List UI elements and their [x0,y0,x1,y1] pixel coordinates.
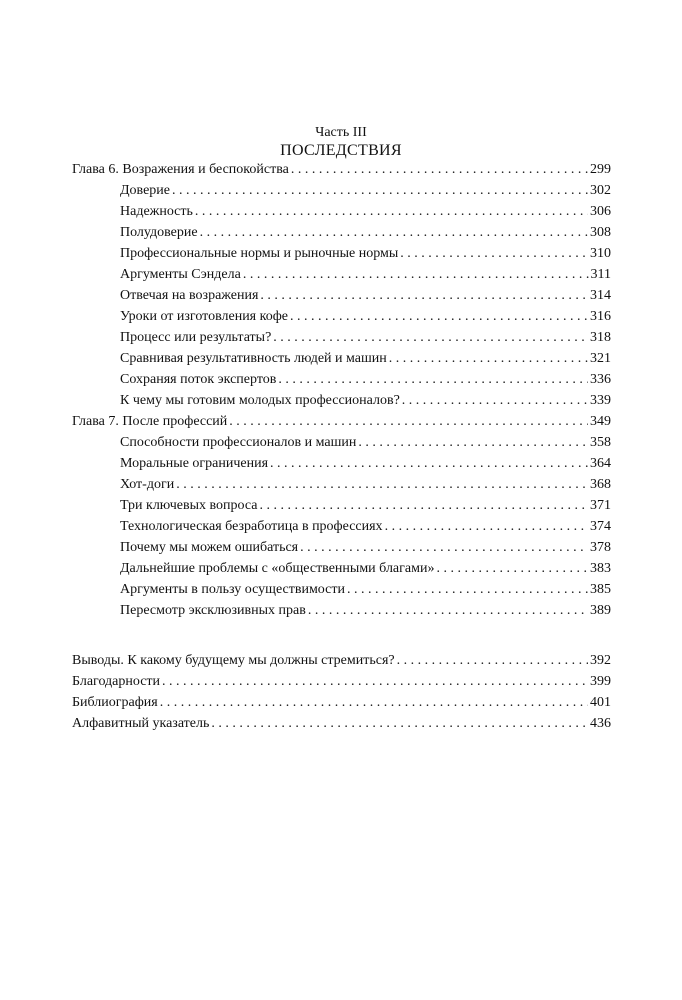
toc-section [120,181,611,201]
toc-entry-label: Алфавитный указатель [72,716,210,731]
dot-leader [400,244,588,264]
dot-leader [243,265,589,285]
toc-entry-label: Доверие [120,183,170,198]
dot-leader [270,454,588,474]
toc-page-number: 399 [590,674,611,689]
toc-section [120,265,611,285]
toc-section [120,328,611,348]
toc-section [120,454,611,474]
toc-page-number: 371 [590,498,611,513]
toc-page-number: 392 [590,653,611,668]
dot-leader [347,580,588,600]
toc-index [72,714,611,734]
dot-leader [195,202,588,222]
toc-section [120,517,611,537]
dot-leader [300,538,588,558]
toc-page-number: 378 [590,540,611,555]
toc-entry-label: Аргументы Сэндела [120,267,241,282]
dot-leader [229,412,588,432]
toc-conclusions [72,651,611,671]
toc-entry-label: Сохраняя поток экспертов [120,372,277,387]
toc-section [120,370,611,390]
toc-section [120,307,611,327]
dot-leader [260,286,588,306]
toc-entry-label: Глава 6. Возражения и беспокойства [72,162,289,177]
toc-page-number: 321 [590,351,611,366]
toc-page-number: 308 [590,225,611,240]
toc-page-number: 364 [590,456,611,471]
toc-entry-label: Глава 7. После профессий [72,414,228,429]
toc-section [120,538,611,558]
toc-entry-label: Пересмотр эксклюзивных прав [120,603,306,618]
dot-leader [308,601,588,621]
dot-leader [176,475,588,495]
part-title: ПОСЛЕДСТВИЯ [280,142,402,159]
toc-page-number: 383 [590,561,611,576]
toc-page-number: 385 [590,582,611,597]
toc-section [120,286,611,306]
toc-page-number: 349 [590,414,611,429]
dot-leader [436,559,588,579]
toc-acknowledgements [72,672,611,692]
toc-entry-label: Полудоверие [120,225,198,240]
toc-bibliography [72,693,611,713]
toc-section [120,475,611,495]
dot-leader [172,181,588,201]
toc-section [120,496,611,516]
toc-section [120,433,611,453]
toc-page-number: 311 [590,267,611,282]
dot-leader [162,672,588,692]
toc-entry-label: Дальнейшие проблемы с «общественными благами» [120,561,435,576]
toc-page-number: 302 [590,183,611,198]
toc-page-number: 401 [590,695,611,710]
dot-leader [397,651,588,671]
toc-entry-label: Сравнивая результативность людей и машин [120,351,387,366]
toc-section [120,580,611,600]
toc-section [120,349,611,369]
toc-entry-label: Аргументы в пользу осуществимости [120,582,345,597]
toc-page-number: 339 [590,393,611,408]
toc-entry-label: Почему мы можем ошибаться [120,540,299,555]
toc-section [120,601,611,621]
dot-leader [358,433,588,453]
toc-entry-label: Технологическая безработица в профессиях [120,519,383,534]
toc-entry-label: Благодарности [72,674,161,689]
toc-page-number: 316 [590,309,611,324]
toc-section [120,391,611,411]
toc-entry-label: Способности профессионалов и машин [120,435,357,450]
toc-entry-label: Библиография [72,695,158,710]
toc-section [120,244,611,264]
dot-leader [389,349,588,369]
toc-section [120,202,611,222]
toc-entry-label: Уроки от изготовления кофе [120,309,288,324]
toc-page-number: 358 [590,435,611,450]
toc-entry-label: Процесс или результаты? [120,330,272,345]
dot-leader [291,160,588,180]
toc-page-number: 306 [590,204,611,219]
toc-section [120,223,611,243]
toc-chapter-6 [72,160,611,180]
dot-leader [278,370,588,390]
toc-page-number: 314 [590,288,611,303]
toc-page-number: 374 [590,519,611,534]
toc-page-number: 436 [590,716,611,731]
toc-page-number: 299 [590,162,611,177]
dot-leader [200,223,588,243]
toc-section [120,559,611,579]
toc-chapter-7 [72,412,611,432]
dot-leader [290,307,588,327]
toc-entry-label: Отвечая на возражения [120,288,259,303]
dot-leader [402,391,588,411]
toc-page-number: 310 [590,246,611,261]
toc-entry-label: Моральные ограничения [120,456,269,471]
dot-leader [160,693,588,713]
toc-page-number: 336 [590,372,611,387]
dot-leader [385,517,588,537]
toc-entry-label: К чему мы готовим молодых профессионалов? [120,393,400,408]
toc-entry-label: Три ключевых вопроса [120,498,258,513]
toc-page-number: 368 [590,477,611,492]
dot-leader [273,328,588,348]
toc-page-number: 318 [590,330,611,345]
toc-entry-label: Профессиональные нормы и рыночные нормы [120,246,399,261]
dot-leader [211,714,588,734]
toc-entry-label: Выводы. К какому будущему мы должны стремиться? [72,653,395,668]
toc-page-number: 389 [590,603,611,618]
toc-entry-label: Хот-доги [120,477,175,492]
toc-entry-label: Надежность [120,204,193,219]
dot-leader [259,496,588,516]
part-number: Часть III [315,125,367,140]
